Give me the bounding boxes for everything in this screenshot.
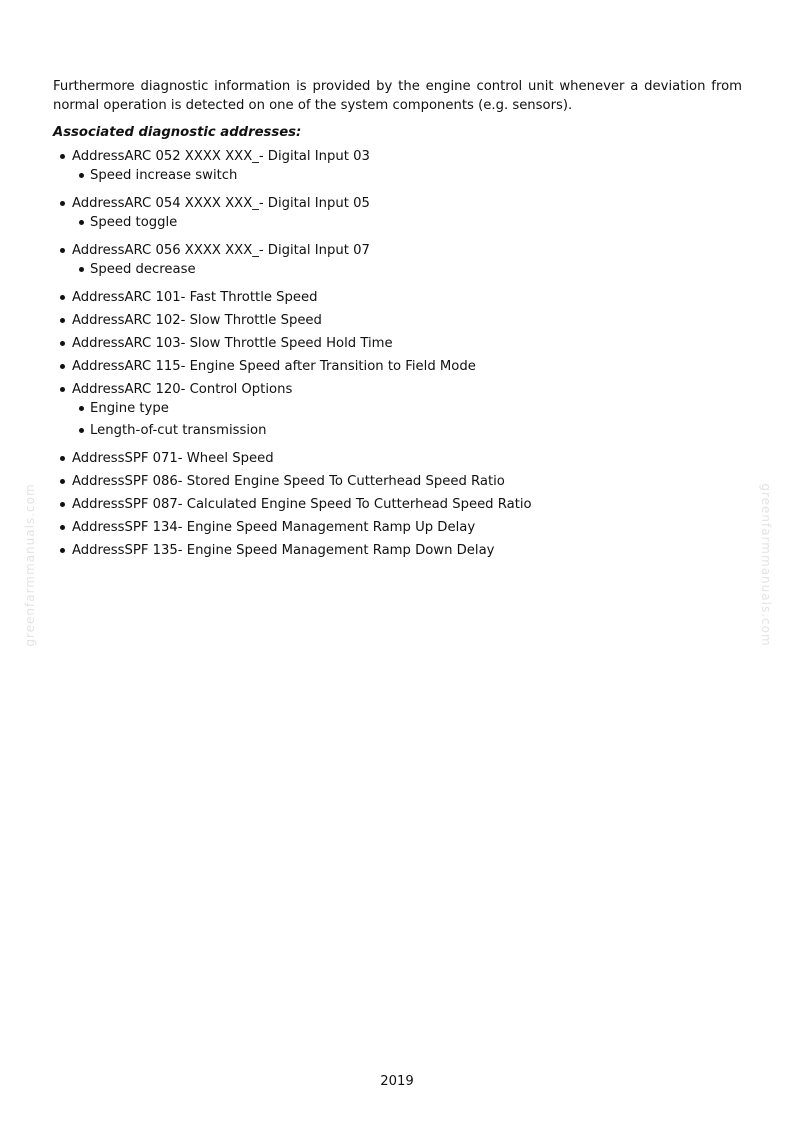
sub-list-item bbox=[72, 166, 742, 185]
list-item bbox=[53, 518, 742, 537]
bullet-icon bbox=[79, 406, 84, 411]
address-label: AddressARC 102- Slow Throttle Speed bbox=[72, 313, 322, 328]
bullet-icon bbox=[60, 479, 65, 484]
list-item bbox=[53, 241, 742, 279]
intro-paragraph: Furthermore diagnostic information is provided by the engine control unit whenever a deviation from normal operation is detected on one of the system components (e.g. sensors). bbox=[53, 79, 742, 113]
address-label: AddressSPF 135- Engine Speed Management Ramp Down Delay bbox=[72, 543, 495, 558]
sub-list-item bbox=[72, 421, 742, 440]
list-item bbox=[53, 449, 742, 468]
section-heading: Associated diagnostic addresses: bbox=[53, 125, 302, 140]
sub-list-item bbox=[72, 399, 742, 418]
page-number: 2019 bbox=[380, 1074, 414, 1089]
bullet-icon bbox=[60, 341, 65, 346]
address-label: AddressARC 052 XXXX XXX_- Digital Input 03 bbox=[72, 149, 370, 164]
list-item bbox=[53, 288, 742, 307]
document-body bbox=[53, 77, 742, 564]
address-label: AddressSPF 071- Wheel Speed bbox=[72, 451, 274, 466]
address-label: AddressSPF 087- Calculated Engine Speed To Cutterhead Speed Ratio bbox=[72, 497, 532, 512]
address-label: AddressARC 054 XXXX XXX_- Digital Input 05 bbox=[72, 196, 370, 211]
bullet-icon bbox=[60, 154, 65, 159]
list-item bbox=[53, 380, 742, 440]
bullet-icon bbox=[60, 502, 65, 507]
address-label: AddressARC 115- Engine Speed after Transition to Field Mode bbox=[72, 359, 476, 374]
bullet-icon bbox=[79, 428, 84, 433]
sub-item-label: Length-of-cut transmission bbox=[90, 423, 267, 438]
sub-list bbox=[72, 166, 742, 185]
list-item bbox=[53, 194, 742, 232]
bullet-icon bbox=[60, 364, 65, 369]
watermark-left: greenfarmmanuals.com bbox=[23, 483, 37, 647]
list-item bbox=[53, 147, 742, 185]
diagnostic-address-list bbox=[53, 147, 742, 560]
sub-list bbox=[72, 399, 742, 440]
address-label: AddressSPF 134- Engine Speed Management Ramp Up Delay bbox=[72, 520, 476, 535]
bullet-icon bbox=[60, 387, 65, 392]
bullet-icon bbox=[79, 220, 84, 225]
address-label: AddressARC 101- Fast Throttle Speed bbox=[72, 290, 318, 305]
bullet-icon bbox=[60, 295, 65, 300]
bullet-icon bbox=[60, 201, 65, 206]
list-item bbox=[53, 357, 742, 376]
bullet-icon bbox=[60, 248, 65, 253]
list-item bbox=[53, 495, 742, 514]
list-item bbox=[53, 334, 742, 353]
sub-item-label: Engine type bbox=[90, 401, 169, 416]
list-item bbox=[53, 311, 742, 330]
bullet-icon bbox=[60, 525, 65, 530]
address-label: AddressARC 120- Control Options bbox=[72, 382, 293, 397]
watermark-right: greenfarmmanuals.com bbox=[759, 483, 773, 647]
bullet-icon bbox=[79, 173, 84, 178]
sub-list bbox=[72, 213, 742, 232]
bullet-icon bbox=[79, 267, 84, 272]
list-item bbox=[53, 541, 742, 560]
bullet-icon bbox=[60, 456, 65, 461]
sub-list-item bbox=[72, 260, 742, 279]
address-label: AddressARC 103- Slow Throttle Speed Hold Time bbox=[72, 336, 393, 351]
sub-list bbox=[72, 260, 742, 279]
sub-item-label: Speed decrease bbox=[90, 262, 196, 277]
bullet-icon bbox=[60, 318, 65, 323]
bullet-icon bbox=[60, 548, 65, 553]
address-label: AddressARC 056 XXXX XXX_- Digital Input 07 bbox=[72, 243, 370, 258]
list-item bbox=[53, 472, 742, 491]
address-label: AddressSPF 086- Stored Engine Speed To Cutterhead Speed Ratio bbox=[72, 474, 505, 489]
sub-list-item bbox=[72, 213, 742, 232]
sub-item-label: Speed toggle bbox=[90, 215, 178, 230]
sub-item-label: Speed increase switch bbox=[90, 168, 238, 183]
